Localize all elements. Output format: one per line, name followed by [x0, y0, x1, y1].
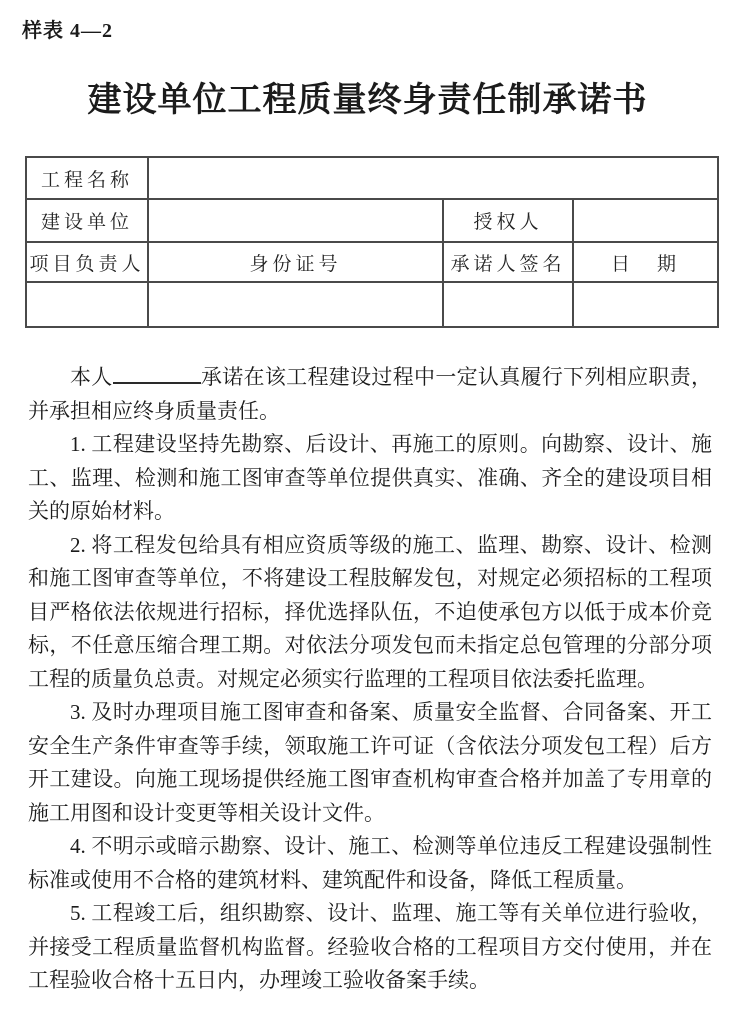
form-number-label: 样表 4—2	[22, 20, 113, 42]
clause-paragraph-4: 4. 不明示或暗示勘察、设计、施工、检测等单位违反工程建设强制性标准或使用不合格的建筑材料、建筑配件和设备，降低工程质量。	[28, 834, 712, 892]
clause-paragraph-1: 1. 工程建设坚持先勘察、后设计、再施工的原则。向勘察、设计、施工、监理、检测和施工图审查等单位提供真实、准确、齐全的建设项目相关的原始材料。	[28, 432, 712, 523]
date-input-cell	[573, 282, 718, 327]
intro-prefix-text: 本人	[70, 365, 113, 389]
project-name-label-cell: 工程名称	[26, 157, 148, 199]
clause-paragraph-5: 5. 工程竣工后，组织勘察、设计、监理、施工等有关单位进行验收，并接受工程质量监督机构监督。经验收合格的工程项目方交付使用，并在工程验收合格十五日内，办理竣工验收备案手续。	[28, 901, 712, 992]
table-row	[26, 157, 718, 199]
authorized-person-label-cell: 授权人	[443, 199, 573, 242]
construction-unit-input-cell	[148, 199, 443, 242]
clause-paragraph-2: 2. 将工程发包给具有相应资质等级的施工、监理、勘察、设计、检测和施工图审查等单位，不将建设工程肢解发包，对规定必须招标的工程项目严格依法依规进行招标，择优选择队伍，不迫使承包方以低于成本价竞标，不任意压缩合理工期。对依法分项发包而未指定总包管理的分部分项工程的质量负总责。对规定必须实行监理的工程项目依法委托监理。	[28, 532, 712, 691]
signer-name-blank	[113, 380, 201, 384]
project-leader-label-cell: 项目负责人	[26, 242, 148, 282]
table-row	[26, 242, 718, 282]
project-leader-input-cell	[26, 282, 148, 327]
date-label-cell: 日 期	[573, 242, 718, 282]
promisor-signature-label-cell: 承诺人签名	[443, 242, 573, 282]
document-title: 建设单位工程质量终身责任制承诺书	[87, 82, 648, 119]
intro-paragraph	[28, 361, 712, 428]
promisor-signature-input-cell	[443, 282, 573, 327]
id-number-label-cell: 身份证号	[148, 242, 443, 282]
id-number-input-cell	[148, 282, 443, 327]
project-name-input-cell	[148, 157, 718, 199]
authorized-person-input-cell	[573, 199, 718, 242]
construction-unit-label-cell: 建设单位	[26, 199, 148, 242]
commitment-body	[28, 361, 712, 998]
intro-suffix-text: 承诺在该工程建设过程中一定认真履行下列相应职责，并承担相应终身质量责任。	[28, 365, 713, 423]
table-row	[26, 199, 718, 242]
commitment-info-table	[25, 156, 719, 328]
table-row	[26, 282, 718, 327]
clause-paragraph-3: 3. 及时办理项目施工图审查和备案、质量安全监督、合同备案、开工安全生产条件审查等手续，领取施工许可证（含依法分项发包工程）后方开工建设。向施工现场提供经施工图审查机构审查合格并加盖了专用章的施工用图和设计变更等相关设计文件。	[28, 700, 712, 825]
